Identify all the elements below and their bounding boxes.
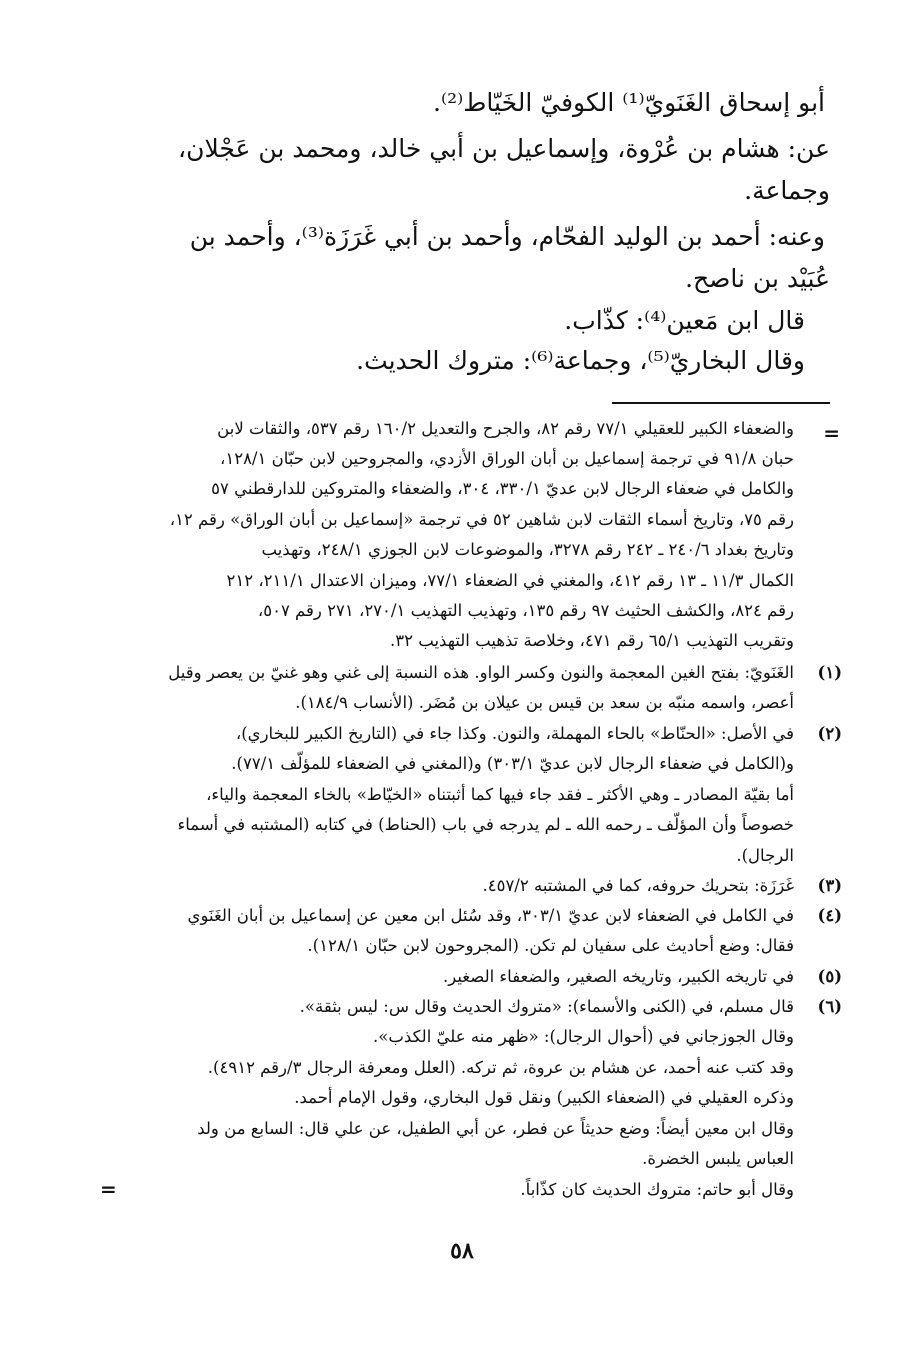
footnote-line: في الأصل: «الحنّاط» بالحاء المهملة، والنون. وكذا جاء في (التاريخ الكبير للبخاري)، bbox=[235, 724, 794, 743]
main-line-6: قال ابن مَعين⁽⁴⁾: كذّاب. bbox=[564, 306, 805, 335]
footnote-number: (٣) bbox=[817, 876, 842, 895]
footnote-line: العباس يلبس الخضرة. bbox=[642, 1149, 794, 1168]
page-number: ٥٨ bbox=[450, 1238, 474, 1264]
footnote-line: وذكره العقيلي في (الضعفاء الكبير) ونقل قول البخاري، وقول الإمام أحمد. bbox=[294, 1088, 794, 1107]
main-line-1: أبو إسحاق الغَنَويّ⁽¹⁾ الكوفيّ الخَيّاط⁽²⁾. bbox=[433, 88, 825, 117]
main-line-4: وعنه: أحمد بن الوليد الفحّام، وأحمد بن أبي غَرَزَة⁽³⁾، وأحمد بن bbox=[189, 222, 825, 251]
main-line-7: وقال البخاريّ⁽⁵⁾، وجماعة⁽⁶⁾: متروك الحديث. bbox=[356, 346, 805, 375]
cont-line: رقم ٨٢٤، والكشف الحثيث ٩٧ رقم ١٣٥، وتهذيب التهذيب ٢٧٠/١، ٢٧١ رقم ٥٠٧، bbox=[257, 601, 794, 620]
footnote-line: قال مسلم، في (الكنى والأسماء): «متروك الحديث وقال س: ليس بثقة». bbox=[299, 997, 794, 1016]
footnote-line: و(الكامل في ضعفاء الرجال لابن عديّ ٣٠٣/١) و(المغني في الضعفاء للمؤلّف ٧٧/١). bbox=[231, 754, 794, 773]
footnote-separator bbox=[612, 402, 830, 404]
footnote-number: (٥) bbox=[817, 967, 842, 986]
cont-line: وتاريخ بغداد ٢٤٠/٦ ـ ٢٤٢ رقم ٣٢٧٨، والموضوعات لابن الجوزي ٢٤٨/١، وتهذيب bbox=[261, 540, 794, 559]
footnote-line: وقال ابن معين أيضاً: وضع حديثاً عن فطر، عن أبي الطفيل، عن علي قال: السابع من ولد bbox=[197, 1119, 794, 1138]
footnote-line: في الكامل في الضعفاء لابن عديّ ٣٠٣/١، وقد سُئل ابن معين عن إسماعيل بن أبان الغَنَوي bbox=[187, 906, 794, 925]
cont-line: وتقريب التهذيب ٦٥/١ رقم ٤٧١، وخلاصة تذهيب التهذيب ٣٢. bbox=[390, 631, 794, 650]
footnote-line: وقال أبو حاتم: متروك الحديث كان كذّاباً. bbox=[520, 1180, 794, 1199]
cont-line: والكامل في ضعفاء الرجال لابن عديّ ٣٣٠/١، ٣٠٤، والضعفاء والمتروكين للدارقطني ٥٧ bbox=[211, 479, 794, 498]
footnote-line: الغَنَويّ: بفتح الغين المعجمة والنون وكسر الواو. هذه النسبة إلى غني وهو غنيّ بن يعصر وقيل bbox=[168, 663, 794, 682]
cont-line: والضعفاء الكبير للعقيلي ٧٧/١ رقم ٨٢، والجرح والتعديل ١٦٠/٢ رقم ٥٣٧، والثقات لابن bbox=[217, 419, 794, 438]
footnote-line: غَرَزَة: بتحريك حروفه، كما في المشتبه ٤٥٧/٢. bbox=[482, 876, 794, 895]
cont-line: الكمال ١١/٣ ـ ١٣ رقم ٤١٢، والمغني في الضعفاء ٧٧/١، وميزان الاعتدال ٢١١/١، ٢١٢ bbox=[226, 571, 794, 590]
footnote-line: أما بقيّة المصادر ـ وهي الأكثر ـ فقد جاء فيها كما أثبتناه «الخيّاط» بالخاء المعجمة والياء، bbox=[206, 785, 794, 804]
footnote-line: خصوصاً وأن المؤلّف ـ رحمه الله ـ لم يدرجه في باب (الحناط) في كتابه (المشتبه في أسماء bbox=[177, 815, 794, 834]
footnote-line: وقال الجوزجاني في (أحوال الرجال): «ظهر منه عليّ الكذب». bbox=[373, 1027, 794, 1046]
end-continuation-marker: = bbox=[100, 1177, 117, 1201]
footnote-line: وقد كتب عنه أحمد، عن هشام بن عروة، ثم تركه. (العلل ومعرفة الرجال ٣/رقم ٤٩١٢). bbox=[207, 1058, 794, 1077]
footnotes bbox=[100, 418, 840, 1218]
main-line-3: وجماعة. bbox=[744, 176, 830, 205]
main-line-5: عُبَيْد بن ناصح. bbox=[685, 264, 830, 293]
cont-line: حبان ٩١/٨ في ترجمة إسماعيل بن أبان الوراق الأزدي، والمجروحين لابن حبّان ١٢٨/١، bbox=[220, 449, 794, 468]
footnote-number: (١) bbox=[817, 663, 842, 682]
footnote-line: فقال: وضع أحاديث على سفيان لم تكن. (المجروحون لابن حبّان ١٢٨/١). bbox=[307, 936, 794, 955]
footnote-line: في تاريخه الكبير، وتاريخه الصغير، والضعفاء الصغير. bbox=[442, 967, 794, 986]
cont-line: رقم ٧٥، وتاريخ أسماء الثقات لابن شاهين ٥٢ في ترجمة «إسماعيل بن أبان الوراق» رقم ١٢، bbox=[169, 510, 794, 529]
footnote-line: أعصر، واسمه منبّه بن سعد بن قيس بن عيلان بن مُضَر. (الأنساب ١٨٤/٩). bbox=[295, 693, 794, 712]
footnote-line: الرجال). bbox=[736, 846, 794, 865]
footnote-number: (٢) bbox=[817, 724, 842, 743]
footnote-number: (٦) bbox=[817, 997, 842, 1016]
main-line-2: عن: هشام بن عُرْوة، وإسماعيل بن أبي خالد، ومحمد بن عَجْلان، bbox=[178, 134, 830, 163]
footnote-number: (٤) bbox=[817, 906, 842, 925]
continuation-marker: = bbox=[823, 421, 840, 445]
